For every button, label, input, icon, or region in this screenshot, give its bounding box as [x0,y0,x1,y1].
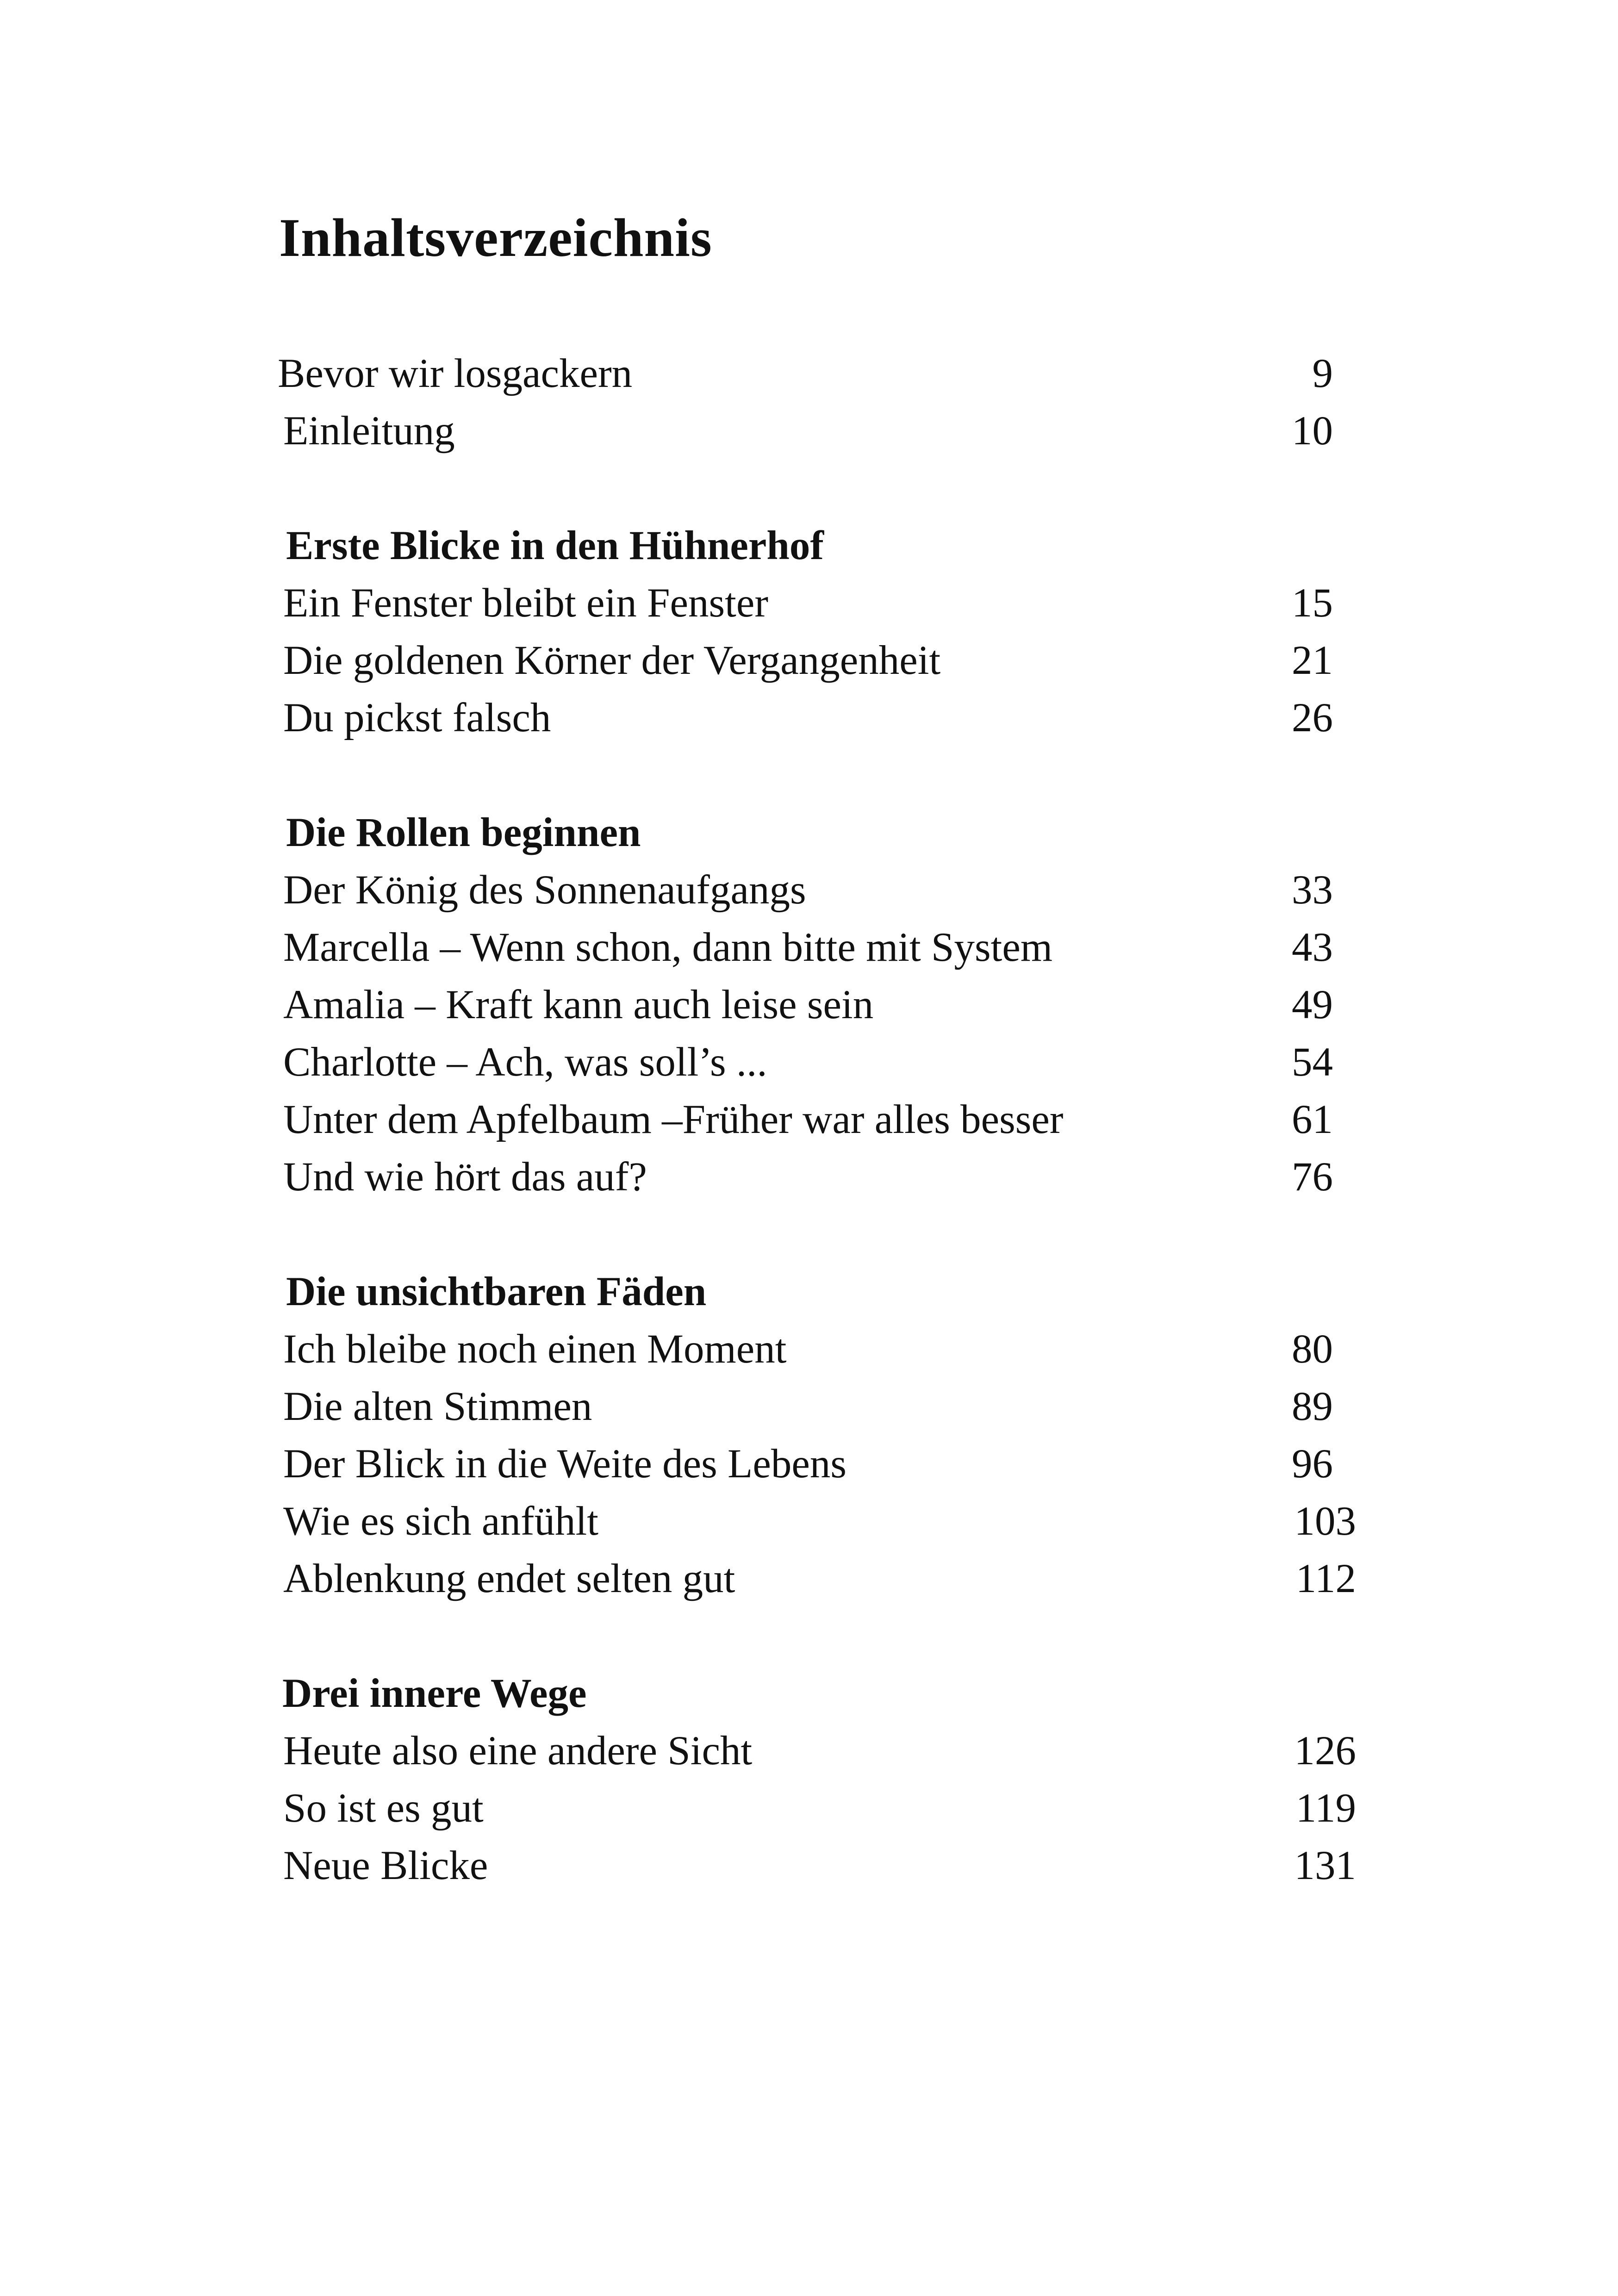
toc-entry-title: Und wie hört das auf? [283,1154,647,1200]
toc-entry-title: Bevor wir losgackern [278,351,633,396]
toc-entry-page: 49 [1292,982,1333,1027]
table-of-contents [278,345,1356,1894]
toc-entry [278,1780,1356,1837]
toc-entry-title: Die alten Stimmen [283,1384,592,1429]
toc-entry [278,1320,1356,1378]
toc-entry-page: 131 [1294,1843,1356,1888]
toc-entry-title: Der Blick in die Weite des Lebens [283,1441,847,1487]
toc-entry [278,574,1356,632]
toc-entry-title: Wie es sich anfühlt [283,1499,599,1544]
section-heading: Erste Blicke in den Hühnerhof [286,523,824,568]
toc-section [278,1263,1356,1607]
toc-entry [278,1493,1356,1550]
toc-entry-page: 33 [1292,867,1333,913]
toc-entry-page: 103 [1294,1499,1356,1544]
toc-entry [278,861,1356,919]
toc-entry-page: 126 [1294,1728,1356,1773]
toc-entry-title: Ein Fenster bleibt ein Fenster [283,580,769,626]
section-heading: Drei innere Wege [282,1671,587,1716]
toc-entry [278,919,1356,976]
toc-entry-title: Einleitung [283,408,455,454]
toc-entry [278,1033,1356,1091]
toc-entry-title: Amalia – Kraft kann auch leise sein [283,982,874,1027]
toc-entry-title: Heute also eine andere Sicht [283,1728,753,1773]
toc-entry-page: 9 [1312,351,1333,396]
toc-entry [278,1091,1356,1148]
toc-entry-page: 54 [1292,1039,1333,1085]
toc-entry-page: 76 [1292,1154,1333,1200]
toc-entry-page: 61 [1292,1097,1333,1142]
toc-entry [278,345,1356,402]
page-title: Inhaltsverzeichnis [279,207,712,268]
toc-entry-title: Ich bleibe noch einen Moment [283,1326,787,1372]
toc-section [278,517,1356,747]
section-heading: Die Rollen beginnen [286,810,641,855]
toc-entry-title: Neue Blicke [283,1843,488,1888]
toc-entry [278,1378,1356,1435]
toc-entry-page: 112 [1295,1556,1356,1601]
toc-section [278,804,1356,1206]
toc-entry [278,1148,1356,1206]
toc-entry-page: 10 [1292,408,1333,454]
toc-entry-title: Die goldenen Körner der Vergangenheit [283,638,941,683]
section-heading: Die unsichtbaren Fäden [286,1269,707,1314]
toc-entry [278,976,1356,1033]
toc-entry-page: 21 [1292,638,1333,683]
toc-entry [278,402,1356,460]
toc-entry [278,1722,1356,1780]
toc-entry-page: 89 [1292,1384,1333,1429]
toc-entry-title: So ist es gut [283,1786,484,1831]
toc-entry-page: 43 [1292,925,1333,970]
toc-entry-page: 80 [1292,1326,1333,1372]
toc-entry-page: 15 [1292,580,1333,626]
toc-entry-title: Marcella – Wenn schon, dann bitte mit System [283,925,1053,970]
toc-entry-title: Der König des Sonnenaufgangs [283,867,806,913]
toc-entry-page: 119 [1295,1786,1356,1831]
toc-entry-title: Du pickst falsch [283,695,551,740]
toc-entry-title: Unter dem Apfelbaum –Früher war alles besser [283,1097,1064,1142]
toc-entry-page: 96 [1292,1441,1333,1487]
toc-entry [278,1550,1356,1607]
toc-entry-page: 26 [1292,695,1333,740]
toc-entry [278,689,1356,747]
toc-entry [278,1435,1356,1493]
toc-entry-title: Charlotte – Ach, was soll’s ... [283,1039,767,1085]
toc-section [278,1665,1356,1894]
toc-entry-title: Ablenkung endet selten gut [283,1556,735,1601]
toc-entry [278,632,1356,689]
toc-entry [278,1837,1356,1894]
